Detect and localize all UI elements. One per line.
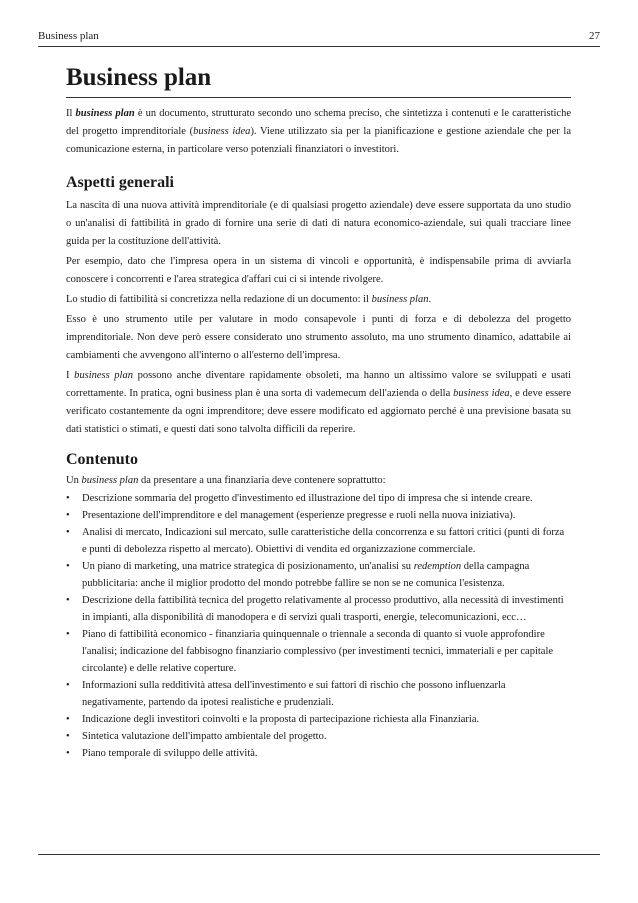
list-item: • Analisi di mercato, Indicazioni sul mercato, sulle caratteristiche della concorrenza e su fattori critici (punti di forza e punti di debolezza rispetto al mercato). Obiettivi di vendita ed organizzazione commerciale. <box>66 524 571 558</box>
term-business-idea: business idea <box>453 388 510 399</box>
bullet-icon: • <box>66 629 70 640</box>
content-list <box>66 490 571 762</box>
list-item: • Un piano di marketing, una matrice strategica di posizionamento, un'analisi su redemption della campagna pubblicitaria: anche il miglior prodotto del mondo potrebbe fallire se non se ne comunica l'esistenza. <box>66 558 571 592</box>
page-number: 27 <box>589 30 600 42</box>
list-item: • Informazioni sulla redditività attesa dell'investimento e sui fattori di rischio che possono influenzarla negativamente, partendo da ipotesi realistiche e prudenziali. <box>66 677 571 711</box>
paragraph: La nascita di una nuova attività imprenditoriale (e di qualsiasi progetto aziendale) deve essere supportata da uno studio o un'analisi di fattibilità in grado di fornire una serie di dati di natura economico-aziendale, sui quali tracciare linee guida per la costituzione dell'attività. <box>66 200 571 247</box>
article-body <box>66 62 571 762</box>
list-item: • Indicazione degli investitori coinvolti e la proposta di partecipazione richiesta alla Finanziaria. <box>66 711 571 728</box>
term-business-plan: business plan <box>81 475 139 486</box>
list-item: • Descrizione sommaria del progetto d'investimento ed illustrazione del tipo di impresa che si intende creare. <box>66 490 571 507</box>
term-redemption: redemption <box>413 561 462 572</box>
footer-divider <box>38 854 600 855</box>
bullet-icon: • <box>66 731 70 742</box>
bullet-icon: • <box>66 748 70 759</box>
term-business-plan: business plan <box>371 294 429 305</box>
page-title: Business plan <box>66 62 571 98</box>
paragraph: Lo studio di fattibilità si concretizza nella redazione di un documento: il business plan. <box>66 294 432 305</box>
bullet-icon: • <box>66 561 70 572</box>
intro-paragraph: Il business plan è un documento, strutturato secondo uno schema preciso, che sintetizza i contenuti e le caratteristiche del progetto imprenditoriale (business idea). Viene utilizzato sia per la pianificazione e gestione aziendale che per la comunicazione esterna, in particolare verso potenziali finanziatori o investitori. <box>66 108 572 155</box>
list-item: • Descrizione della fattibilità tecnica del progetto relativamente al processo produttivo, alla necessità di investimenti in impianti, alla disponibilità di manodopera e di servizi quali trasporti, energie, telecomunicazioni, ecc… <box>66 592 571 626</box>
list-item: • Piano temporale di sviluppo delle attività. <box>66 745 571 762</box>
bullet-icon: • <box>66 493 70 504</box>
bullet-icon: • <box>66 510 70 521</box>
paragraph: Esso è uno strumento utile per valutare in modo consapevole i punti di forza e di debolezza del progetto imprenditoriale. Non deve però essere considerato uno strumento assoluto, ma uno strumento dinamico, adattabile ai cambiamenti che avvengono all'interno o all'esterno dell'impresa. <box>66 314 571 361</box>
bullet-icon: • <box>66 680 70 691</box>
list-item: • Sintetica valutazione dell'impatto ambientale del progetto. <box>66 728 571 745</box>
term-business-idea: business idea <box>193 126 251 137</box>
paragraph: Per esempio, dato che l'impresa opera in un sistema di vincoli e opportunità, è indispensabile prima di avviarla conoscere i concorrenti e l'area strategica d'affari cui ci si intende rivolgere. <box>66 256 571 285</box>
section-heading-contenuto: Contenuto <box>66 451 139 468</box>
paragraph: I business plan possono anche diventare rapidamente obsoleti, ma hanno un altissimo valore se sviluppati e usati correttamente. In pratica, ogni business plan è una sorta di vademecum dell'azienda o della business idea, e deve essere verificato costantemente da ogni imprenditore; deve essere modificato ed aggiornato perché è una previsione basata su dati statistici o stimati, e questi dati sono talvolta difficili da reperire. <box>66 370 571 435</box>
section-heading-aspetti: Aspetti generali <box>66 174 174 191</box>
term-business-plan: business plan <box>74 370 133 381</box>
term-business-plan: business plan <box>75 108 135 119</box>
bullet-icon: • <box>66 595 70 606</box>
running-header-title: Business plan <box>38 30 99 42</box>
bullet-icon: • <box>66 714 70 725</box>
list-item: • Presentazione dell'imprenditore e del management (esperienze pregresse e ruoli nella nuova iniziativa). <box>66 507 571 524</box>
list-item: • Piano di fattibilità economico - finanziaria quinquennale o triennale a seconda di quanto si vuole approfondire l'analisi; indicazione del fabbisogno finanziario complessivo (per investimenti tecnici, immateriali e per capitale circolante) e delle relative coperture. <box>66 626 571 677</box>
list-intro: Un business plan da presentare a una finanziaria deve contenere soprattutto: <box>66 475 386 486</box>
bullet-icon: • <box>66 527 70 538</box>
running-header <box>38 30 600 47</box>
